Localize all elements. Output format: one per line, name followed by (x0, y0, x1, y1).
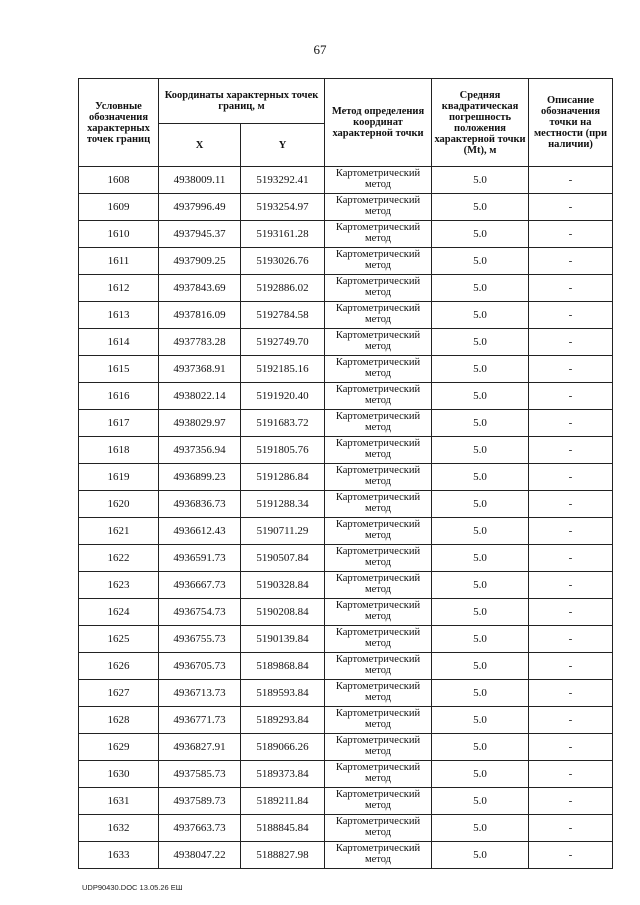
table-row (79, 626, 613, 653)
description-cell: - (529, 842, 613, 869)
method-cell: Картометрический метод (325, 707, 432, 734)
table-row (79, 491, 613, 518)
x-coordinate-cell: 4937589.73 (159, 788, 241, 815)
x-coordinate-cell: 4936667.73 (159, 572, 241, 599)
y-coordinate-cell: 5191683.72 (241, 410, 325, 437)
description-cell: - (529, 518, 613, 545)
y-coordinate-cell: 5193161.28 (241, 221, 325, 248)
description-cell: - (529, 329, 613, 356)
description-cell: - (529, 761, 613, 788)
point-id-cell: 1608 (79, 167, 159, 194)
error-cell: 5.0 (432, 221, 529, 248)
document-footer: UDP90430.DOC 13.05.26 ЕШ (82, 883, 183, 892)
description-cell: - (529, 653, 613, 680)
method-cell: Картометрический метод (325, 410, 432, 437)
x-coordinate-cell: 4936754.73 (159, 599, 241, 626)
description-cell: - (529, 248, 613, 275)
table-row (79, 599, 613, 626)
description-cell: - (529, 356, 613, 383)
method-cell: Картометрический метод (325, 194, 432, 221)
table-row (79, 518, 613, 545)
description-cell: - (529, 626, 613, 653)
point-id-cell: 1623 (79, 572, 159, 599)
table-row (79, 842, 613, 869)
method-cell: Картометрический метод (325, 437, 432, 464)
table-row (79, 545, 613, 572)
y-coordinate-cell: 5192784.58 (241, 302, 325, 329)
y-coordinate-cell: 5189373.84 (241, 761, 325, 788)
description-cell: - (529, 572, 613, 599)
description-cell: - (529, 545, 613, 572)
table-row (79, 464, 613, 491)
point-id-cell: 1617 (79, 410, 159, 437)
description-cell: - (529, 383, 613, 410)
x-coordinate-cell: 4936836.73 (159, 491, 241, 518)
x-coordinate-cell: 4936771.73 (159, 707, 241, 734)
method-cell: Картометрический метод (325, 383, 432, 410)
point-id-cell: 1633 (79, 842, 159, 869)
x-coordinate-cell: 4937783.28 (159, 329, 241, 356)
error-cell: 5.0 (432, 761, 529, 788)
description-cell: - (529, 410, 613, 437)
error-cell: 5.0 (432, 383, 529, 410)
table-row (79, 680, 613, 707)
point-id-cell: 1624 (79, 599, 159, 626)
method-cell: Картометрический метод (325, 680, 432, 707)
method-cell: Картометрический метод (325, 653, 432, 680)
method-cell: Картометрический метод (325, 815, 432, 842)
point-id-cell: 1614 (79, 329, 159, 356)
description-cell: - (529, 491, 613, 518)
error-cell: 5.0 (432, 194, 529, 221)
y-coordinate-cell: 5189868.84 (241, 653, 325, 680)
method-cell: Картометрический метод (325, 572, 432, 599)
error-cell: 5.0 (432, 788, 529, 815)
table-row (79, 167, 613, 194)
method-cell: Картометрический метод (325, 788, 432, 815)
error-cell: 5.0 (432, 437, 529, 464)
y-coordinate-cell: 5192886.02 (241, 275, 325, 302)
table-row (79, 194, 613, 221)
point-id-cell: 1630 (79, 761, 159, 788)
error-cell: 5.0 (432, 572, 529, 599)
method-cell: Картометрический метод (325, 167, 432, 194)
x-coordinate-cell: 4937996.49 (159, 194, 241, 221)
x-coordinate-cell: 4937585.73 (159, 761, 241, 788)
description-cell: - (529, 437, 613, 464)
error-cell: 5.0 (432, 842, 529, 869)
y-coordinate-cell: 5189066.26 (241, 734, 325, 761)
x-coordinate-cell: 4938009.11 (159, 167, 241, 194)
header-row (79, 79, 613, 124)
error-cell: 5.0 (432, 626, 529, 653)
error-cell: 5.0 (432, 302, 529, 329)
table-row (79, 437, 613, 464)
table-row (79, 815, 613, 842)
method-cell: Картометрический метод (325, 464, 432, 491)
point-id-cell: 1632 (79, 815, 159, 842)
point-id-cell: 1616 (79, 383, 159, 410)
table-row (79, 356, 613, 383)
table-row (79, 221, 613, 248)
x-coordinate-cell: 4936755.73 (159, 626, 241, 653)
x-coordinate-cell: 4936591.73 (159, 545, 241, 572)
point-id-cell: 1629 (79, 734, 159, 761)
y-coordinate-cell: 5192749.70 (241, 329, 325, 356)
error-cell: 5.0 (432, 734, 529, 761)
error-cell: 5.0 (432, 410, 529, 437)
header-designation: Условные обозначения характерных точек границ (79, 79, 159, 167)
point-id-cell: 1628 (79, 707, 159, 734)
y-coordinate-cell: 5193026.76 (241, 248, 325, 275)
method-cell: Картометрический метод (325, 761, 432, 788)
description-cell: - (529, 815, 613, 842)
error-cell: 5.0 (432, 599, 529, 626)
table-body (79, 167, 613, 869)
method-cell: Картометрический метод (325, 248, 432, 275)
description-cell: - (529, 707, 613, 734)
table-row (79, 248, 613, 275)
y-coordinate-cell: 5189293.84 (241, 707, 325, 734)
point-id-cell: 1626 (79, 653, 159, 680)
error-cell: 5.0 (432, 518, 529, 545)
point-id-cell: 1613 (79, 302, 159, 329)
y-coordinate-cell: 5191805.76 (241, 437, 325, 464)
header-x: X (159, 124, 241, 167)
y-coordinate-cell: 5191288.34 (241, 491, 325, 518)
x-coordinate-cell: 4936827.91 (159, 734, 241, 761)
point-id-cell: 1619 (79, 464, 159, 491)
method-cell: Картометрический метод (325, 221, 432, 248)
point-id-cell: 1615 (79, 356, 159, 383)
x-coordinate-cell: 4938022.14 (159, 383, 241, 410)
point-id-cell: 1611 (79, 248, 159, 275)
table-row (79, 734, 613, 761)
table-row (79, 410, 613, 437)
method-cell: Картометрический метод (325, 491, 432, 518)
y-coordinate-cell: 5190711.29 (241, 518, 325, 545)
header-error: Средняя квадратическая погрешность положения характерной точки (Mt), м (432, 79, 529, 167)
x-coordinate-cell: 4937945.37 (159, 221, 241, 248)
x-coordinate-cell: 4936612.43 (159, 518, 241, 545)
description-cell: - (529, 680, 613, 707)
y-coordinate-cell: 5190208.84 (241, 599, 325, 626)
description-cell: - (529, 275, 613, 302)
point-id-cell: 1609 (79, 194, 159, 221)
y-coordinate-cell: 5188845.84 (241, 815, 325, 842)
table-row (79, 329, 613, 356)
table-row (79, 761, 613, 788)
x-coordinate-cell: 4937909.25 (159, 248, 241, 275)
x-coordinate-cell: 4937356.94 (159, 437, 241, 464)
table-row (79, 302, 613, 329)
header-y: Y (241, 124, 325, 167)
description-cell: - (529, 167, 613, 194)
method-cell: Картометрический метод (325, 329, 432, 356)
boundary-points-table (78, 78, 613, 869)
x-coordinate-cell: 4936705.73 (159, 653, 241, 680)
x-coordinate-cell: 4937368.91 (159, 356, 241, 383)
point-id-cell: 1610 (79, 221, 159, 248)
y-coordinate-cell: 5193292.41 (241, 167, 325, 194)
x-coordinate-cell: 4937663.73 (159, 815, 241, 842)
point-id-cell: 1612 (79, 275, 159, 302)
table-row (79, 572, 613, 599)
error-cell: 5.0 (432, 356, 529, 383)
method-cell: Картометрический метод (325, 734, 432, 761)
y-coordinate-cell: 5189593.84 (241, 680, 325, 707)
description-cell: - (529, 788, 613, 815)
method-cell: Картометрический метод (325, 275, 432, 302)
point-id-cell: 1627 (79, 680, 159, 707)
error-cell: 5.0 (432, 545, 529, 572)
description-cell: - (529, 734, 613, 761)
error-cell: 5.0 (432, 167, 529, 194)
error-cell: 5.0 (432, 275, 529, 302)
description-cell: - (529, 599, 613, 626)
table-row (79, 788, 613, 815)
point-id-cell: 1631 (79, 788, 159, 815)
method-cell: Картометрический метод (325, 842, 432, 869)
method-cell: Картометрический метод (325, 518, 432, 545)
x-coordinate-cell: 4937816.09 (159, 302, 241, 329)
x-coordinate-cell: 4937843.69 (159, 275, 241, 302)
x-coordinate-cell: 4936899.23 (159, 464, 241, 491)
y-coordinate-cell: 5188827.98 (241, 842, 325, 869)
y-coordinate-cell: 5193254.97 (241, 194, 325, 221)
x-coordinate-cell: 4938029.97 (159, 410, 241, 437)
error-cell: 5.0 (432, 680, 529, 707)
x-coordinate-cell: 4938047.22 (159, 842, 241, 869)
point-id-cell: 1618 (79, 437, 159, 464)
description-cell: - (529, 221, 613, 248)
header-method: Метод определения координат характерной точки (325, 79, 432, 167)
error-cell: 5.0 (432, 491, 529, 518)
y-coordinate-cell: 5192185.16 (241, 356, 325, 383)
table-row (79, 275, 613, 302)
error-cell: 5.0 (432, 464, 529, 491)
method-cell: Картометрический метод (325, 356, 432, 383)
description-cell: - (529, 302, 613, 329)
point-id-cell: 1620 (79, 491, 159, 518)
page-number: 67 (313, 42, 327, 57)
y-coordinate-cell: 5190328.84 (241, 572, 325, 599)
point-id-cell: 1621 (79, 518, 159, 545)
point-id-cell: 1622 (79, 545, 159, 572)
error-cell: 5.0 (432, 248, 529, 275)
error-cell: 5.0 (432, 707, 529, 734)
y-coordinate-cell: 5190139.84 (241, 626, 325, 653)
error-cell: 5.0 (432, 653, 529, 680)
y-coordinate-cell: 5190507.84 (241, 545, 325, 572)
header-description: Описание обозначения точки на местности (при наличии) (529, 79, 613, 167)
error-cell: 5.0 (432, 329, 529, 356)
x-coordinate-cell: 4936713.73 (159, 680, 241, 707)
table-row (79, 707, 613, 734)
method-cell: Картометрический метод (325, 599, 432, 626)
y-coordinate-cell: 5191920.40 (241, 383, 325, 410)
description-cell: - (529, 464, 613, 491)
y-coordinate-cell: 5191286.84 (241, 464, 325, 491)
table-row (79, 653, 613, 680)
header-coordinates: Координаты характерных точек границ, м (159, 79, 325, 124)
error-cell: 5.0 (432, 815, 529, 842)
method-cell: Картометрический метод (325, 545, 432, 572)
method-cell: Картометрический метод (325, 302, 432, 329)
point-id-cell: 1625 (79, 626, 159, 653)
description-cell: - (529, 194, 613, 221)
y-coordinate-cell: 5189211.84 (241, 788, 325, 815)
method-cell: Картометрический метод (325, 626, 432, 653)
table-row (79, 383, 613, 410)
